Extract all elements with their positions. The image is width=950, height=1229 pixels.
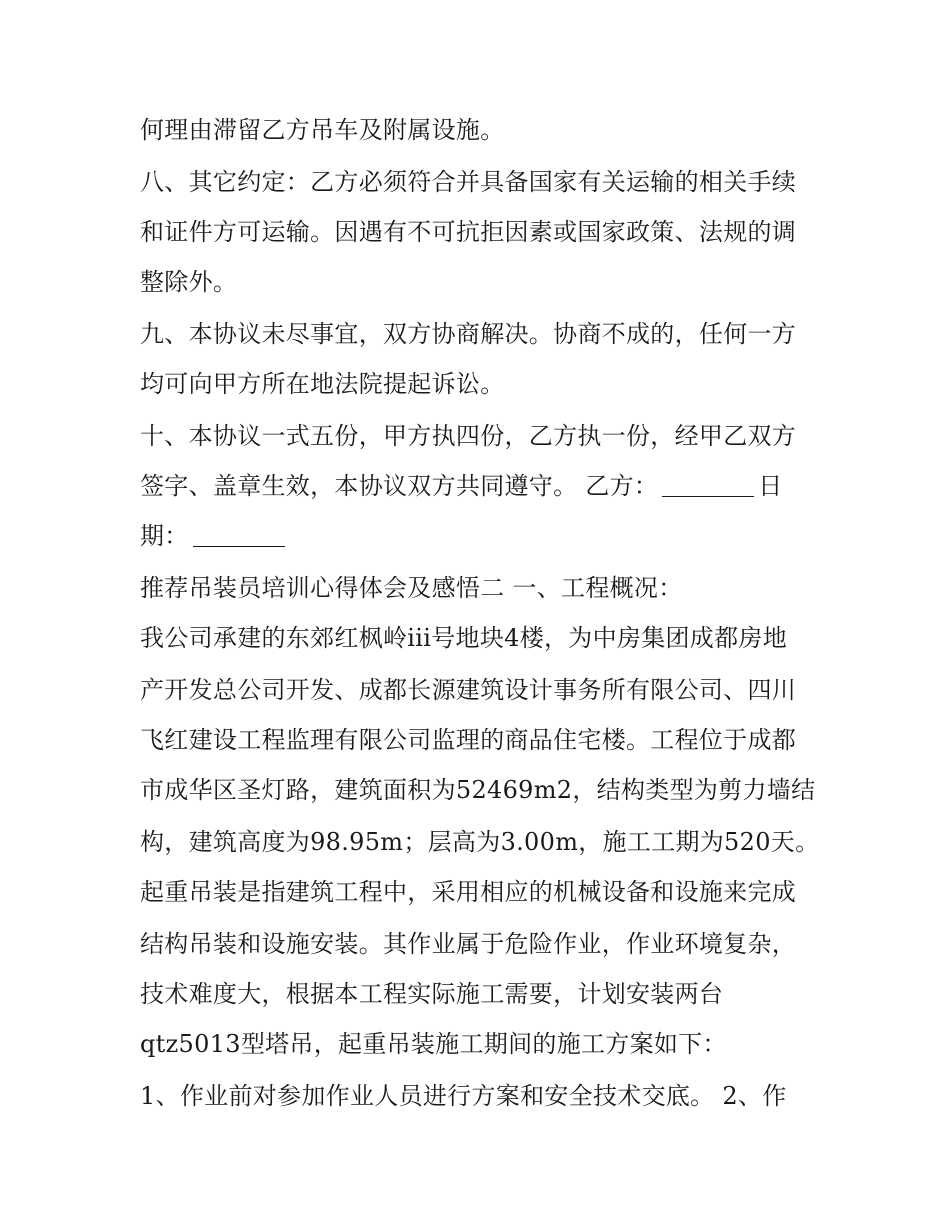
section-heading: 推荐吊装员培训心得体会及感悟二 一、工程概况： — [140, 574, 683, 602]
date-blank — [193, 524, 285, 547]
text-line-signature — [140, 471, 820, 501]
text-line-date — [140, 521, 820, 551]
text-line: 我公司承建的东郊红枫岭iii号地块4楼，为中房集团成都房地 — [140, 624, 787, 652]
text-line: 和证件方可运输。因遇有不可抗拒因素或国家政策、法规的调 — [140, 218, 797, 246]
text-line: 九、本协议未尽事宜，双方协商解决。协商不成的，任何一方 — [140, 320, 797, 348]
text-line: 飞红建设工程监理有限公司监理的商品住宅楼。工程位于成都 — [140, 726, 797, 754]
signature-blank — [662, 474, 754, 497]
date-label-start: 日 — [758, 472, 783, 500]
text-line: 市成华区圣灯路，建筑面积为52469m2，结构类型为剪力墙结 — [140, 776, 816, 804]
text-line: 十、本协议一式五份，甲方执四份，乙方执一份，经甲乙双方 — [140, 422, 797, 450]
text-line: 产开发总公司开发、成都长源建筑设计事务所有限公司、四川 — [140, 676, 797, 704]
signature-party-label: 签字、盖章生效，本协议双方共同遵守。 乙方： — [140, 472, 659, 500]
text-line: 八、其它约定：乙方必须符合并具备国家有关运输的相关手续 — [140, 168, 797, 196]
text-line: 结构吊装和设施安装。其作业属于危险作业，作业环境复杂， — [140, 930, 797, 958]
text-line: 技术难度大，根据本工程实际施工需要，计划安装两台 — [140, 980, 724, 1008]
text-line: 1、作业前对参加作业人员进行方案和安全技术交底。 2、作 — [140, 1082, 787, 1110]
text-line: 构，建筑高度为98.95m；层高为3.00m，施工工期为520天。 — [140, 828, 820, 856]
text-line: 何理由滞留乙方吊车及附属设施。 — [140, 116, 505, 144]
text-line: 起重吊装是指建筑工程中，采用相应的机械设备和设施来完成 — [140, 878, 797, 906]
date-label-end: 期： — [140, 522, 189, 550]
text-line: 整除外。 — [140, 268, 238, 296]
text-line: 均可向甲方所在地法院提起诉讼。 — [140, 370, 505, 398]
text-line: qtz5013型塔吊，起重吊装施工期间的施工方案如下： — [140, 1030, 727, 1058]
